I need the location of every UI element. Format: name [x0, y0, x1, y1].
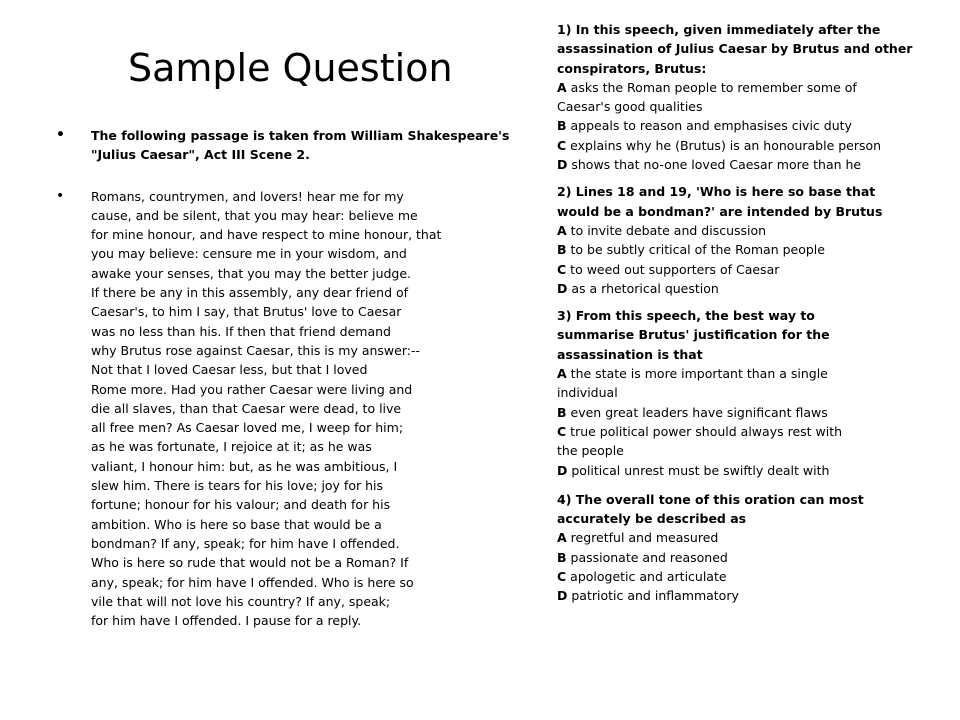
- option-letter: A: [557, 79, 567, 95]
- passage-line: Not that I loved Caesar less, but that I loved: [91, 362, 368, 378]
- option-text: even great leaders have significant flaws: [570, 404, 828, 420]
- option-text: to weed out supporters of Caesar: [570, 261, 780, 277]
- option-text: the state is more important than a single: [570, 366, 828, 382]
- option-letter: A: [557, 222, 567, 238]
- option-text: patriotic and inflammatory: [571, 588, 739, 604]
- answer-option-a: [557, 97, 947, 116]
- answer-option-b: [557, 403, 947, 422]
- option-text: asks the Roman people to remember some of: [570, 79, 857, 95]
- question-stem-line: assassination is that: [557, 346, 703, 362]
- passage-line: awake your senses, that you may the better judge.: [91, 265, 412, 281]
- question-3: [557, 306, 947, 480]
- answer-option-d: [557, 586, 947, 605]
- passage-line: valiant, I honour him: but, as he was ambitious, I: [91, 458, 398, 474]
- question-1: [557, 20, 947, 174]
- passage-line: Who is here so rude that would not be a Roman? If: [91, 555, 409, 571]
- question-stem-line: 4) The overall tone of this oration can most: [557, 491, 864, 507]
- option-text: appeals to reason and emphasises civic duty: [570, 118, 852, 134]
- answer-option-b: [557, 240, 947, 259]
- option-letter: D: [557, 157, 568, 173]
- option-text: as a rhetorical question: [571, 280, 719, 296]
- option-letter: A: [557, 530, 567, 546]
- passage-line: as he was fortunate, I rejoice at it; as he was: [91, 439, 372, 455]
- answer-option-c: [557, 136, 947, 155]
- option-text: Caesar's good qualities: [557, 99, 703, 115]
- question-stem-line: 3) From this speech, the best way to: [557, 308, 815, 324]
- answer-option-d: [557, 461, 947, 480]
- option-letter: B: [557, 118, 567, 134]
- passage-line: any, speak; for him have I offended. Who is here so: [91, 574, 414, 590]
- passage-line: cause, and be silent, that you may hear: believe me: [91, 207, 418, 223]
- passage-line: • Romans, countrymen, and lovers! hear me for my: [91, 188, 404, 204]
- intro-line: "Julius Caesar", Act III Scene 2.: [91, 147, 310, 163]
- option-letter: C: [557, 261, 567, 277]
- option-letter: B: [557, 242, 567, 258]
- passage-line: ambition. Who is here so base that would be a: [91, 516, 382, 532]
- option-letter: C: [557, 137, 567, 153]
- question-list: [557, 20, 947, 614]
- option-letter: C: [557, 569, 567, 585]
- option-letter: A: [557, 366, 567, 382]
- question-stem-line: assassination of Julius Caesar by Brutus and other: [557, 41, 913, 57]
- option-text: political unrest must be swiftly dealt with: [571, 462, 830, 478]
- option-letter: D: [557, 280, 568, 296]
- option-text: shows that no-one loved Caesar more than he: [571, 157, 862, 173]
- option-text: explains why he (Brutus) is an honourable person: [570, 137, 882, 153]
- answer-option-a: [557, 383, 947, 402]
- answer-option-c: [557, 422, 947, 441]
- answer-option-c: [557, 441, 947, 460]
- option-letter: D: [557, 462, 568, 478]
- option-text: true political power should always rest with: [570, 423, 843, 439]
- passage-line: you may believe: censure me in your wisdom, and: [91, 246, 407, 262]
- passage-line: was no less than his. If then that friend demand: [91, 323, 391, 339]
- option-text: individual: [557, 385, 618, 401]
- option-text: to be subtly critical of the Roman people: [570, 242, 825, 258]
- question-stem-line: 2) Lines 18 and 19, 'Who is here so base that: [557, 184, 876, 200]
- answer-option-a: [557, 528, 947, 547]
- option-letter: B: [557, 549, 567, 565]
- passage-line: Rome more. Had you rather Caesar were living and: [91, 381, 413, 397]
- passage-line: vile that will not love his country? If any, speak;: [91, 593, 391, 609]
- question-stem-line: summarise Brutus' justification for the: [557, 327, 830, 343]
- answer-option-c: [557, 260, 947, 279]
- passage-line: all free men? As Caesar loved me, I weep for him;: [91, 420, 404, 436]
- intro-bullet: [56, 126, 516, 165]
- passage-line: why Brutus rose against Caesar, this is my answer:--: [91, 342, 420, 358]
- slide-title: Sample Question: [128, 46, 453, 90]
- passage-line: Caesar's, to him I say, that Brutus' love to Caesar: [91, 304, 402, 320]
- answer-option-d: [557, 155, 947, 174]
- answer-option-b: [557, 548, 947, 567]
- passage-line: slew him. There is tears for his love; joy for his: [91, 478, 383, 494]
- answer-option-c: [557, 567, 947, 586]
- option-text: the people: [557, 443, 624, 459]
- answer-option-a: [557, 221, 947, 240]
- passage-line: die all slaves, than that Caesar were dead, to live: [91, 400, 402, 416]
- option-letter: D: [557, 588, 568, 604]
- answer-option-a: [557, 364, 947, 383]
- answer-option-a: [557, 78, 947, 97]
- question-stem-line: conspirators, Brutus:: [557, 60, 707, 76]
- option-text: to invite debate and discussion: [570, 222, 767, 238]
- passage-line: for mine honour, and have respect to mine honour, that: [91, 227, 442, 243]
- question-stem-line: 1) In this speech, given immediately after the: [557, 22, 881, 37]
- answer-option-b: [557, 116, 947, 135]
- option-letter: B: [557, 404, 567, 420]
- question-2: [557, 182, 947, 298]
- intro-line: • The following passage is taken from William Shakespeare's: [91, 128, 510, 143]
- question-4: [557, 490, 947, 606]
- question-stem-line: would be a bondman?' are intended by Brutus: [557, 203, 883, 219]
- option-letter: C: [557, 423, 567, 439]
- option-text: apologetic and articulate: [570, 569, 727, 585]
- answer-option-d: [557, 279, 947, 298]
- passage-bullets: [56, 126, 516, 630]
- passage-line: If there be any in this assembly, any dear friend of: [91, 285, 409, 301]
- passage-line: fortune; honour for his valour; and death for his: [91, 497, 391, 513]
- passage-bullet: [56, 187, 516, 631]
- passage-line: for him have I offended. I pause for a reply.: [91, 613, 362, 629]
- option-text: passionate and reasoned: [570, 549, 728, 565]
- question-stem-line: accurately be described as: [557, 511, 747, 527]
- option-text: regretful and measured: [570, 530, 719, 546]
- passage-line: bondman? If any, speak; for him have I offended.: [91, 535, 400, 551]
